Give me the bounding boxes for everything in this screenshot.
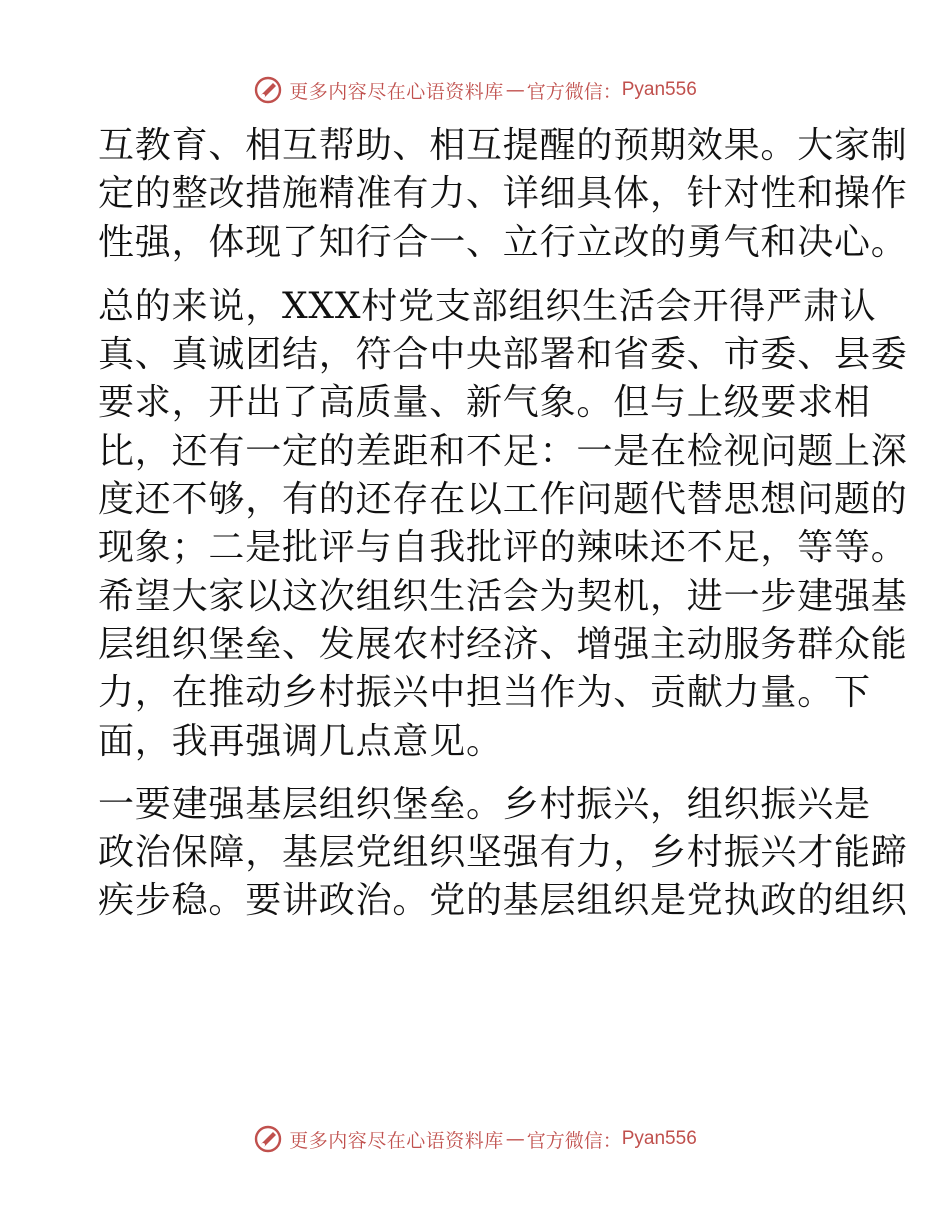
paragraph-1 — [98, 122, 908, 267]
text-line: 现象；二是批评与自我批评的辣味还不足，等等。 — [98, 527, 908, 569]
brand-logo-icon — [253, 75, 283, 105]
header-wechat-id: Pyan556 — [621, 79, 697, 100]
header-site-text: 更多内容尽在心语资料库 — [289, 80, 504, 103]
text-line: 度还不够，有的还存在以工作问题代替思想问题的 — [98, 479, 908, 521]
text-line: 疾步稳。要讲政治。党的基层组织是党执政的组织 — [98, 880, 908, 922]
footer-site-text: 更多内容尽在心语资料库 — [289, 1129, 504, 1152]
paragraph-spacer — [98, 766, 858, 781]
header-banner — [0, 70, 950, 110]
footer-dash: — — [505, 1128, 525, 1150]
brand-logo-icon — [253, 1124, 283, 1154]
text-line: 面，我再强调几点意见。 — [98, 720, 503, 762]
text-line: 比，还有一定的差距和不足：一是在检视问题上深 — [98, 430, 908, 472]
paragraph-spacer — [98, 267, 858, 283]
text-line: 力，在推动乡村振兴中担当作为、贡献力量。下 — [98, 672, 871, 714]
text-line: 政治保障，基层党组织坚强有力，乡村振兴才能蹄 — [98, 832, 908, 874]
footer-wechat-id: Pyan556 — [621, 1128, 697, 1149]
text-line: 希望大家以这次组织生活会为契机，进一步建强基 — [98, 575, 908, 617]
paragraph-2 — [98, 283, 908, 766]
text-line: 真、真诚团结，符合中央部署和省委、市委、县委 — [98, 334, 908, 376]
header-dash: — — [505, 79, 525, 101]
document-body — [98, 122, 908, 926]
text-line: 一要建强基层组织堡垒。乡村振兴，组织振兴是 — [98, 783, 871, 825]
footer-banner — [0, 1119, 950, 1159]
text-line: 互教育、相互帮助、相互提醒的预期效果。大家制 — [98, 125, 908, 166]
text-line: 定的整改措施精准有力、详细具体，针对性和操作 — [98, 173, 908, 215]
text-line: 层组织堡垒、发展农村经济、增强主动服务群众能 — [98, 623, 908, 665]
text-line: 总的来说，XXX村党支部组织生活会开得严肃认 — [98, 285, 877, 327]
header-wechat-label: 官方微信： — [526, 80, 622, 103]
paragraph-3 — [98, 781, 908, 926]
footer-wechat-label: 官方微信： — [526, 1129, 622, 1152]
text-line: 性强，体现了知行合一、立行立改的勇气和决心。 — [98, 221, 908, 263]
text-line: 要求，开出了高质量、新气象。但与上级要求相 — [98, 382, 871, 424]
